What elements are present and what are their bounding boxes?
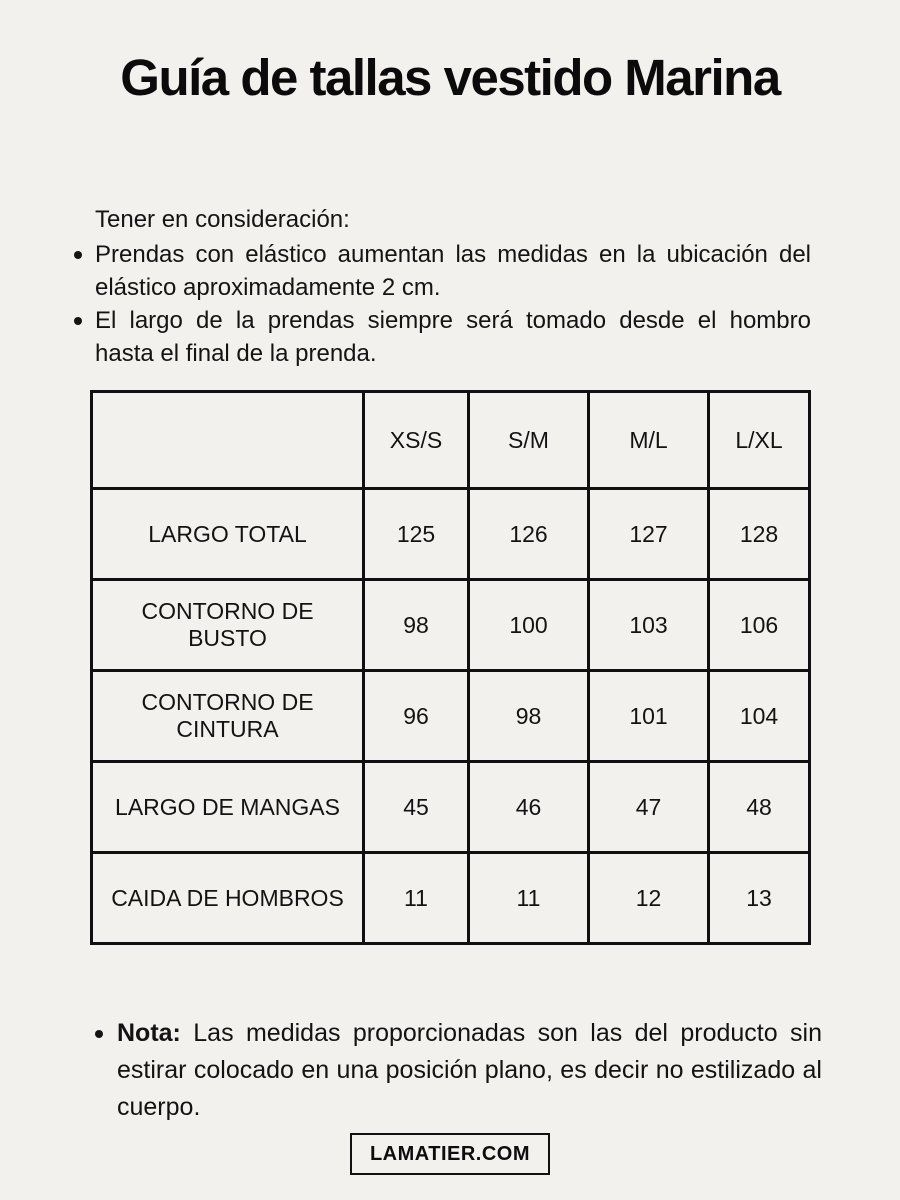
bullet-icon bbox=[74, 317, 82, 325]
bullet-icon bbox=[74, 251, 82, 259]
table-row bbox=[92, 853, 810, 944]
note-text: Las medidas proporcionadas son las del producto sin estirar colocado en una posición plano, es decir no estilizado al cuerpo. bbox=[117, 1019, 822, 1121]
measure-value: 45 bbox=[364, 762, 469, 853]
measure-value: 103 bbox=[589, 580, 709, 671]
corner-cell bbox=[92, 392, 364, 489]
measure-value: 12 bbox=[589, 853, 709, 944]
measure-value: 104 bbox=[709, 671, 810, 762]
measure-value: 11 bbox=[364, 853, 469, 944]
row-label: LARGO DE MANGAS bbox=[92, 762, 364, 853]
list-item bbox=[95, 304, 811, 370]
consideration-text: Prendas con elástico aumentan las medidas en la ubicación del elástico aproximadamente 2 cm. bbox=[95, 241, 811, 301]
measure-value: 106 bbox=[709, 580, 810, 671]
table-row bbox=[92, 762, 810, 853]
consideration-text: El largo de la prendas siempre será tomado desde el hombro hasta el final de la prenda. bbox=[95, 307, 811, 367]
measure-value: 11 bbox=[469, 853, 589, 944]
table-header-row bbox=[92, 392, 810, 489]
column-header-l-xl: L/XL bbox=[709, 392, 810, 489]
note-label: Nota: bbox=[117, 1019, 181, 1047]
list-item bbox=[95, 238, 811, 304]
bullet-icon bbox=[95, 1030, 103, 1038]
note-section bbox=[117, 1015, 822, 1126]
brand-box: LAMATIER.COM bbox=[350, 1133, 550, 1175]
measure-value: 125 bbox=[364, 489, 469, 580]
measure-value: 47 bbox=[589, 762, 709, 853]
considerations-heading: Tener en consideración: bbox=[95, 206, 350, 233]
measure-value: 100 bbox=[469, 580, 589, 671]
measure-value: 128 bbox=[709, 489, 810, 580]
column-header-s-m: S/M bbox=[469, 392, 589, 489]
page-title: Guía de tallas vestido Marina bbox=[120, 49, 780, 106]
considerations-section bbox=[95, 203, 811, 370]
column-header-xs-s: XS/S bbox=[364, 392, 469, 489]
column-header-m-l: M/L bbox=[589, 392, 709, 489]
footer bbox=[0, 1133, 900, 1175]
row-label: CAIDA DE HOMBROS bbox=[92, 853, 364, 944]
measure-value: 127 bbox=[589, 489, 709, 580]
table-row bbox=[92, 671, 810, 762]
measure-value: 46 bbox=[469, 762, 589, 853]
measure-value: 98 bbox=[364, 580, 469, 671]
size-table bbox=[90, 390, 811, 945]
measure-value: 126 bbox=[469, 489, 589, 580]
row-label: CONTORNO DE CINTURA bbox=[92, 671, 364, 762]
measure-value: 48 bbox=[709, 762, 810, 853]
considerations-list bbox=[95, 238, 811, 370]
measure-value: 98 bbox=[469, 671, 589, 762]
row-label: LARGO TOTAL bbox=[92, 489, 364, 580]
measure-value: 101 bbox=[589, 671, 709, 762]
measure-value: 96 bbox=[364, 671, 469, 762]
table-row bbox=[92, 489, 810, 580]
measure-value: 13 bbox=[709, 853, 810, 944]
row-label: CONTORNO DE BUSTO bbox=[92, 580, 364, 671]
table-row bbox=[92, 580, 810, 671]
